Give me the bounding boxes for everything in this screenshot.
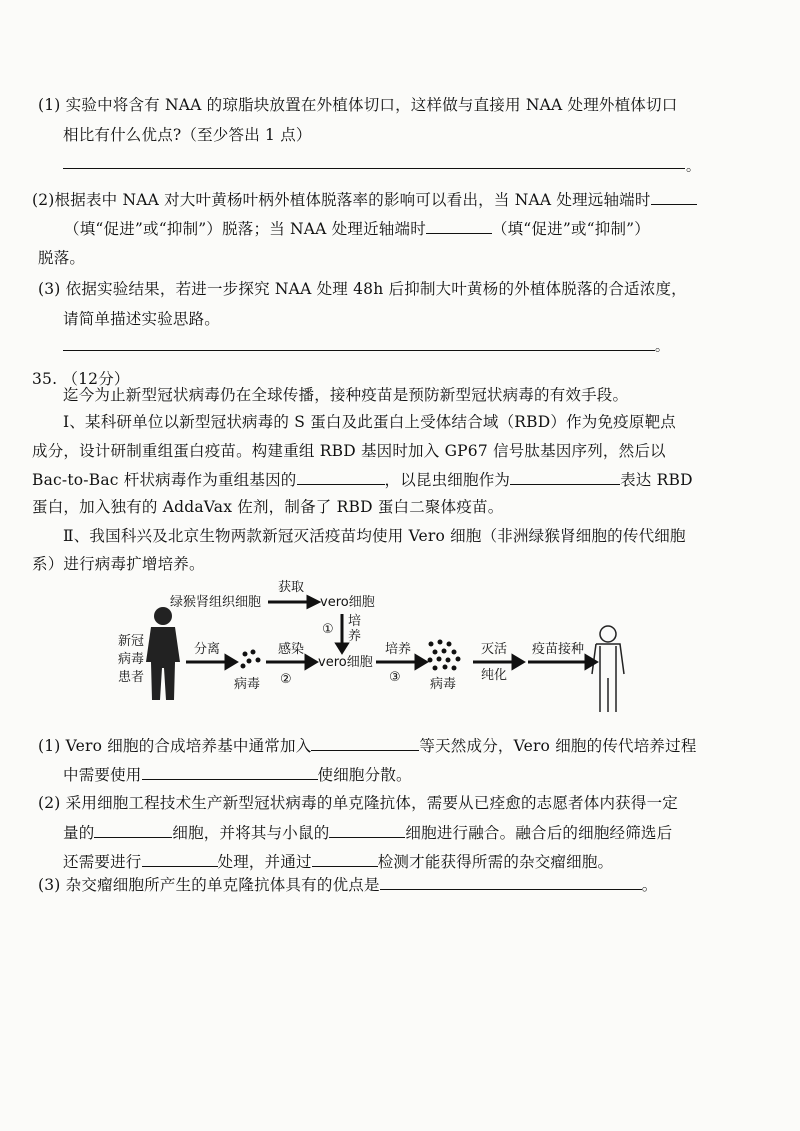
vero-cells-top-label: vero细胞 xyxy=(320,595,375,610)
q35-subq3-line1 xyxy=(38,873,657,896)
q35-section1-line2: 成分，设计研制重组蛋白疫苗。构建重组 RBD 基因时加入 GP67 信号肽基因序列，然后以 xyxy=(32,442,666,460)
q35-subq1-line1 xyxy=(38,734,697,757)
virus-dots-icon xyxy=(241,650,261,669)
monkey-cells-label: 绿猴肾组织细胞 xyxy=(170,595,262,610)
q35-subq2-text: 细胞，并将其与小鼠的 xyxy=(172,824,330,842)
q35-section1-text: ，以昆虫细胞作为 xyxy=(384,471,511,489)
q34-part2-line1 xyxy=(32,188,697,211)
q35-section1-blank-1[interactable] xyxy=(297,468,385,485)
q35-subq1-line2 xyxy=(63,763,412,786)
virus-dots-amplified-icon xyxy=(428,640,461,671)
vaccinated-person-icon xyxy=(592,626,624,712)
q34-part1-line2: 相比有什么优点?（至少答出 1 点） xyxy=(63,126,312,144)
q35-subq3-text: (3) 杂交瘤细胞所产生的单克隆抗体具有的优点是 xyxy=(38,876,380,894)
sentence-period: 。 xyxy=(686,159,700,175)
step-infect-label: 感染 xyxy=(278,642,305,657)
q35-subq1-text: 等天然成分，Vero 细胞的传代培养过程 xyxy=(419,737,697,755)
q34-part2-blank-2[interactable] xyxy=(426,217,492,234)
q35-section2-line1: Ⅱ、我国科兴及北京生物两款新冠灭活疫苗均使用 Vero 细胞（非洲绿猴肾细胞的传代细胞 xyxy=(63,527,686,545)
q34-part2-text: （填“促进”或“抑制”）脱落；当 NAA 处理近轴端时 xyxy=(64,220,426,238)
q34-part3-line1: (3) 依据实验结果，若进一步探究 NAA 处理 48h 后抑制大叶黄杨的外植体脱落的合适浓度， xyxy=(38,280,687,298)
step-obtain-label: 获取 xyxy=(278,580,305,595)
patient-label-3: 患者 xyxy=(118,670,145,685)
q35-subq3-blank[interactable] xyxy=(380,873,642,890)
virus-label-2: 病毒 xyxy=(430,677,457,692)
sentence-period: 。 xyxy=(641,876,658,894)
q34-part2-blank-1[interactable] xyxy=(651,188,697,205)
step-inactivate-label: 灭活 xyxy=(481,642,508,657)
q34-part2-text: （填“促进”或“抑制”） xyxy=(491,220,651,238)
virus-label-1: 病毒 xyxy=(234,677,261,692)
q35-subq2-line1: (2) 采用细胞工程技术生产新型冠状病毒的单克隆抗体，需要从已痊愈的志愿者体内获得一定 xyxy=(38,794,678,812)
q34-part2-line2 xyxy=(64,217,650,240)
q34-part1-line1: (1) 实验中将含有 NAA 的琼脂块放置在外植体切口，这样做与直接用 NAA 处理外植体切口 xyxy=(38,96,678,114)
q35-section1-line4: 蛋白，加入独有的 AddaVax 佐剂，制备了 RBD 蛋白二聚体疫苗。 xyxy=(32,498,504,516)
culture-vertical-1: 培 xyxy=(348,614,362,629)
q35-subq2-text: 细胞进行融合。融合后的细胞经筛选后 xyxy=(405,824,673,842)
q35-subq2-text: 处理，并通过 xyxy=(217,853,312,871)
q35-subq2-blank-2[interactable] xyxy=(329,821,405,838)
q35-subq2-blank-3[interactable] xyxy=(142,850,218,867)
q34-part2-line3: 脱落。 xyxy=(38,249,86,267)
vero-cells-mid-label: vero细胞 xyxy=(318,655,373,670)
q35-subq1-text: 中需要使用 xyxy=(63,766,142,784)
patient-label-1: 新冠 xyxy=(118,634,145,649)
q35-subq1-blank-2[interactable] xyxy=(142,763,318,780)
step-culture-label: 培养 xyxy=(385,642,412,657)
q34-part3-answer-blank[interactable] xyxy=(63,350,655,351)
step-number-2: ② xyxy=(280,672,292,687)
step-purify-label: 纯化 xyxy=(481,668,508,683)
vaccine-production-diagram xyxy=(108,582,708,712)
step-number-3: ③ xyxy=(389,670,401,685)
q34-part2-text: (2)根据表中 NAA 对大叶黄杨叶柄外植体脱落率的影响可以看出，当 NAA 处理远轴端时 xyxy=(32,191,651,209)
q35-subq2-blank-1[interactable] xyxy=(94,821,172,838)
q35-section1-blank-2[interactable] xyxy=(510,468,620,485)
q34-part3-line2: 请简单描述实验思路。 xyxy=(63,310,221,328)
q35-section1-line1: Ⅰ、某科研单位以新型冠状病毒的 S 蛋白及此蛋白上受体结合域（RBD）作为免疫原靶点 xyxy=(63,413,676,431)
q35-intro: 迄今为止新型冠状病毒仍在全球传播，接种疫苗是预防新型冠状病毒的有效手段。 xyxy=(63,386,629,404)
q35-subq2-line2 xyxy=(63,821,672,844)
q35-subq2-blank-4[interactable] xyxy=(312,850,378,867)
q35-section2-line2: 系）进行病毒扩增培养。 xyxy=(32,555,205,573)
q35-subq1-blank-1[interactable] xyxy=(311,734,419,751)
q35-subq2-text: 量的 xyxy=(63,824,95,842)
patient-figure-icon xyxy=(146,607,180,700)
q35-subq2-text: 检测才能获得所需的杂交瘤细胞。 xyxy=(377,853,614,871)
q35-section1-line3 xyxy=(32,468,693,491)
q35-subq1-text: (1) Vero 细胞的合成培养基中通常加入 xyxy=(38,737,312,755)
q35-section1-text: Bac-to-Bac 杆状病毒作为重组基因的 xyxy=(32,471,297,489)
patient-label-2: 病毒 xyxy=(118,652,145,667)
step-number-1: ① xyxy=(322,622,334,637)
culture-vertical-2: 养 xyxy=(348,629,362,644)
q35-subq2-line3 xyxy=(63,850,613,873)
q35-section1-text: 表达 RBD xyxy=(620,471,693,489)
sentence-period: 。 xyxy=(655,339,669,355)
step-separate-label: 分离 xyxy=(194,642,221,657)
q35-header: 35. （12分） xyxy=(32,370,130,388)
vaccine-label: 疫苗接种 xyxy=(532,642,585,657)
q35-subq1-text: 使细胞分散。 xyxy=(317,766,412,784)
q35-subq2-text: 还需要进行 xyxy=(63,853,142,871)
q34-part1-answer-blank[interactable] xyxy=(63,168,685,169)
